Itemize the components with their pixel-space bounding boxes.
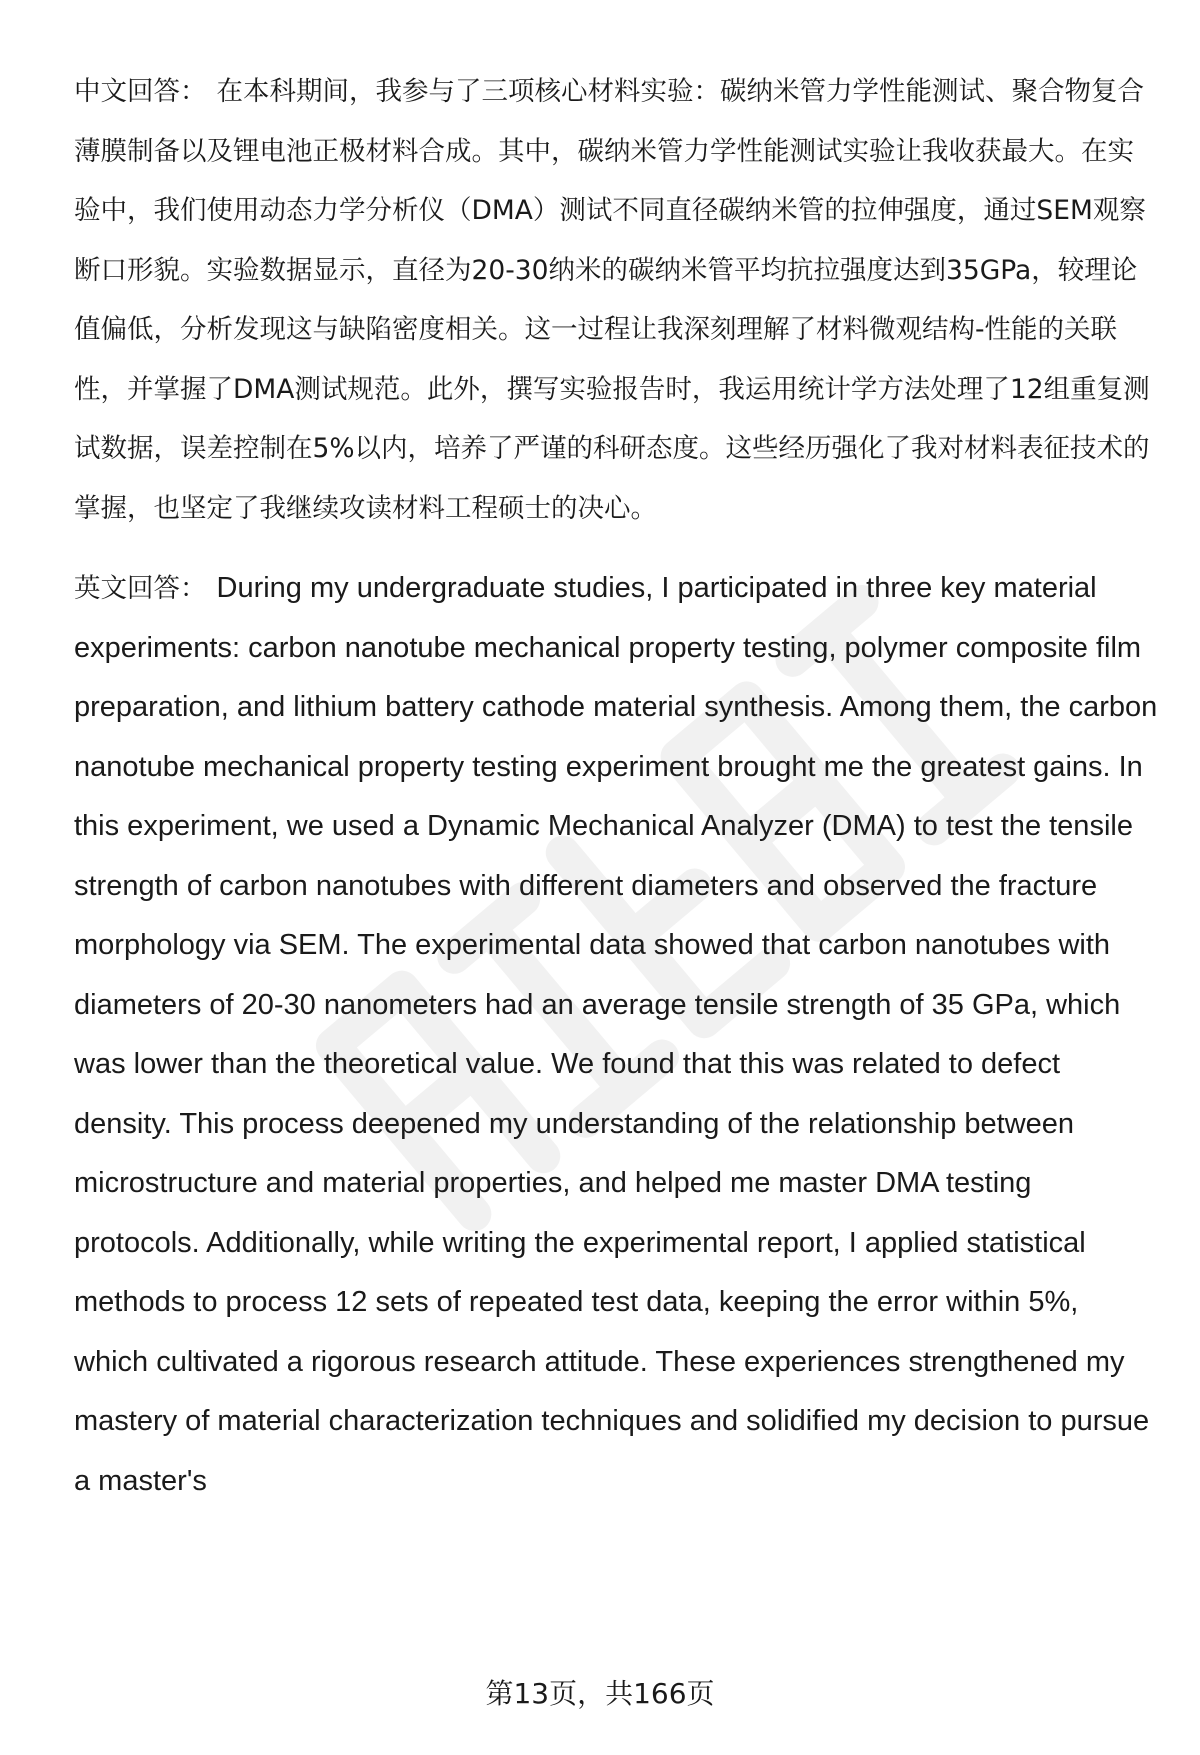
chinese-answer-paragraph	[74, 62, 1160, 538]
english-answer-text: During my undergraduate studies, I participated in three key material experiments: carbon nanotube mechanical property testing, polymer composite film preparation, and lithium battery cathode material synthesis. Among them, the carbon nanotube mechanical property testing experiment brought me the greatest gains. In this experiment, we used a Dynamic Mechanical Analyzer (DMA) to test the tensile strength of carbon nanotubes with different diameters and observed the fracture morphology via SEM. The experimental data showed that carbon nanotubes with diameters of 20-30 nanometers had an average tensile strength of 35 GPa, which was lower than the theoretical value. We found that this was related to defect density. This process deepened my understanding of the relationship between microstructure and material properties, and helped me master DMA testing protocols. Additionally, while writing the experimental report, I applied statistical methods to process 12 sets of repeated test data, keeping the error within 5%, which cultivated a rigorous research attitude. These experiences strengthened my mastery of material characterization techniques and solidified my decision to pursue a master's	[74, 572, 1158, 1497]
page-number-footer: 第13页，共166页	[485, 1677, 715, 1710]
chinese-answer-label: 中文回答：	[74, 76, 207, 107]
document-page	[74, 62, 1160, 1511]
english-answer-label: 英文回答：	[74, 573, 207, 604]
chinese-answer-text: 在本科期间，我参与了三项核心材料实验：碳纳米管力学性能测试、聚合物复合薄膜制备以及锂电池正极材料合成。其中，碳纳米管力学性能测试实验让我收获最大。在实验中，我们使用动态力学分析仪（DMA）测试不同直径碳纳米管的拉伸强度，通过SEM观察断口形貌。实验数据显示，直径为20-30纳米的碳纳米管平均抗拉强度达到35GPa，较理论值偏低，分析发现这与缺陷密度相关。这一过程让我深刻理解了材料微观结构-性能的关联性，并掌握了DMA测试规范。此外，撰写实验报告时，我运用统计学方法处理了12组重复测试数据，误差控制在5%以内，培养了严谨的科研态度。这些经历强化了我对材料表征技术的掌握，也坚定了我继续攻读材料工程硕士的决心。	[74, 76, 1150, 524]
english-answer-paragraph	[74, 559, 1160, 1511]
